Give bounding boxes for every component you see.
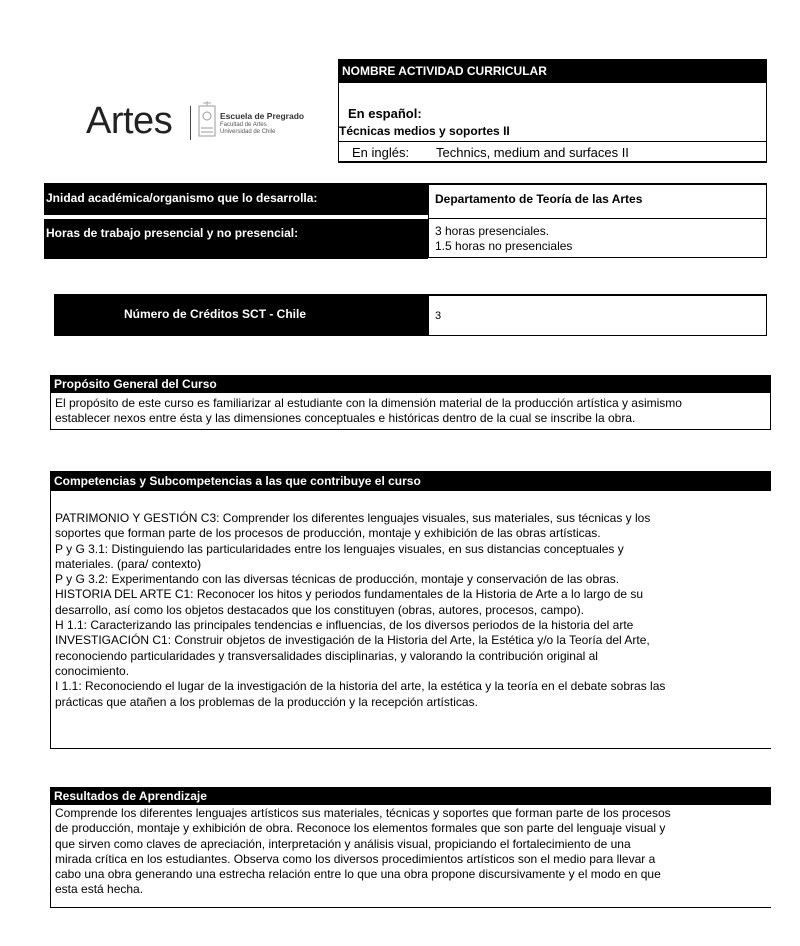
outcome-line: que sirven como claves de apreciación, interpretación y análisis visual, propiciando el fortalecimiento de una: [55, 836, 631, 851]
competency-line: P y G 3.2: Experimentando con las diversas técnicas de producción, montaje y conservación de las obras.: [55, 572, 620, 587]
purpose-line: El propósito de este curso es familiarizar al estudiante con la dimensión material de la producción artística y asimismo: [55, 396, 682, 410]
outcome-line: Comprende los diferentes lenguajes artísticos sus materiales, técnicas y soportes que forman parte de los procesos: [55, 806, 671, 820]
competencies-header: Competencias y Subcompetencias a las que contribuye el curso: [50, 471, 771, 491]
purpose-body: [50, 393, 771, 430]
activity-es-value: Técnicas medios y soportes II: [339, 124, 510, 138]
hours-no-presencial: 1.5 horas no presenciales: [435, 239, 573, 253]
activity-es-label: En español:: [348, 106, 422, 121]
competency-line: P y G 3.1: Distinguiendo las particularidades entre los lenguajes visuales, en sus distancias conceptuales y: [55, 541, 624, 556]
hours-presencial: 3 horas presenciales.: [435, 224, 550, 238]
logo-school: Escuela de Pregrado: [220, 111, 305, 121]
competency-line: materiales. (para/ contexto): [55, 556, 202, 571]
outcome-line: de producción, montaje y exhibición de obra. Reconoce los elementos formales que son parte del lenguaje visual y: [55, 821, 666, 836]
logo-wordmark: Artes: [86, 100, 173, 142]
competency-line: I 1.1: Reconociendo el lugar de la investigación de la historia del arte, la estética y la teoría en el debate sobras las: [55, 679, 666, 694]
university-seal-icon: [197, 100, 217, 140]
outcome-line: cabo una obra generando una estrecha relación entre lo que una obra propone discursivamente y el modo en que: [55, 867, 661, 882]
purpose-line: establecer nexos entre ésta y las dimensiones conceptuales e históricas dentro de la cual se inscribe la obra.: [55, 411, 636, 426]
outcomes-header: Resultados de Aprendizaje: [50, 787, 771, 805]
competency-line: HISTORIA DEL ARTE C1: Reconocer los hitos y periodos fundamentales de la Historia de Arte a lo largo de su: [55, 587, 644, 602]
competency-line: H 1.1: Caracterizando las principales tendencias e influencias, de los diversos periodos de la historia del arte: [55, 618, 634, 633]
artes-logo: [86, 92, 326, 148]
competency-line: desarrollo, así como los objetos destacados que los constituyen (obras, autores, procesos, campo).: [55, 602, 584, 617]
logo-faculty: Facultad de Artes: [220, 122, 267, 128]
competency-line: prácticas que atañen a los problemas de la producción y la recepción artísticas.: [55, 694, 478, 709]
activity-header: NOMBRE ACTIVIDAD CURRICULAR: [338, 59, 767, 83]
hours-label-cell: Horas de trabajo presencial y no presencial:: [44, 219, 428, 259]
competency-line: soportes que forman parte de los procesos de producción, montaje y exhibición de las obras artísticas.: [55, 526, 601, 541]
activity-en-label: En inglés:: [352, 145, 410, 160]
competency-line: INVESTIGACIÓN C1: Construir objetos de investigación de la Historia del Arte, la Estética y/o la Teoría del Arte,: [55, 633, 650, 648]
competency-line: reconociendo particularidades y transversalidades disciplinarias, y valorando la contribución original al: [55, 648, 598, 663]
competency-line: conocimiento.: [55, 663, 130, 678]
outcome-line: esta está hecha.: [55, 882, 144, 897]
credits-label-cell: Número de Créditos SCT - Chile: [54, 294, 428, 336]
purpose-header: Propósito General del Curso: [50, 375, 771, 393]
outcome-line: mirada crítica en los estudiantes. Observa como los diversos procedimientos artísticos son el medio para llevar a: [55, 851, 656, 866]
competency-line: PATRIMONIO Y GESTIÓN C3: Comprender los diferentes lenguajes visuales, sus materiales, sus técnicas y los: [55, 511, 651, 525]
unit-label-cell: Jnidad académica/organismo que lo desarrolla:: [44, 183, 428, 215]
unit-value-cell: Departamento de Teoría de las Artes: [428, 183, 767, 219]
hours-value-cell: [428, 218, 767, 258]
competencies-body: [50, 491, 771, 749]
credits-value-cell: 3: [428, 294, 767, 336]
logo-university: Universidad de Chile: [220, 129, 276, 135]
outcomes-body: [50, 805, 771, 908]
activity-en-value: Technics, medium and surfaces II: [436, 145, 629, 160]
logo-divider: [190, 106, 191, 140]
